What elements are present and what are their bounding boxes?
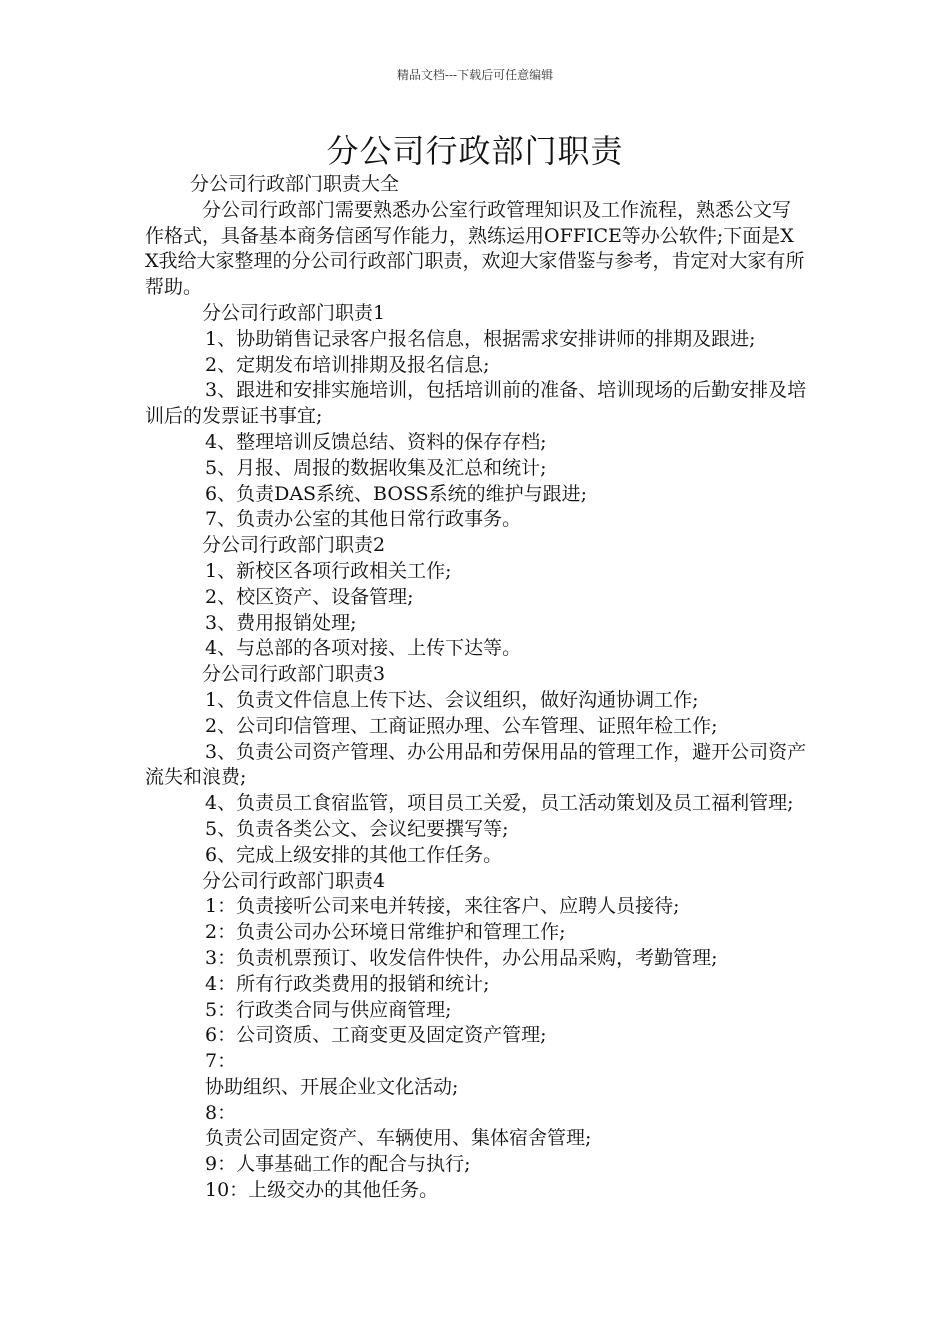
list-item: 2、校区资产、设备管理; <box>205 585 414 608</box>
list-item: 5、月报、周报的数据收集及汇总和统计; <box>205 456 547 479</box>
list-item: 1：负责接听公司来电并转接，来往客户、应聘人员接待; <box>205 895 680 918</box>
list-item: 3、费用报销处理; <box>205 611 357 634</box>
list-item: 6、负责DAS系统、BOSS系统的维护与跟进; <box>205 482 588 505</box>
list-item: 2、公司印信管理、工商证照办理、公车管理、证照年检工作; <box>205 714 718 737</box>
list-item: 4：所有行政类费用的报销和统计; <box>205 972 490 995</box>
list-item: 9：人事基础工作的配合与执行; <box>205 1153 471 1176</box>
list-item: 3：负责机票预订、收发信件快件，办公用品采购，考勤管理; <box>205 946 718 969</box>
list-item: 4、与总部的各项对接、上传下达等。 <box>205 637 522 660</box>
list-item: 4、整理培训反馈总结、资料的保存存档; <box>205 430 547 453</box>
list-item: 1、协助销售记录客户报名信息，根据需求安排讲师的排期及跟进; <box>205 327 756 350</box>
section-heading: 分公司行政部门职责2 <box>202 534 386 557</box>
document-subtitle: 分公司行政部门职责大全 <box>190 173 400 195</box>
list-item: 协助组织、开展企业文化活动; <box>205 1075 459 1098</box>
section-heading: 分公司行政部门职责1 <box>202 301 386 324</box>
list-item: 7、负责办公室的其他日常行政事务。 <box>205 508 522 531</box>
list-item: 4、负责员工食宿监管，项目员工关爱，员工活动策划及员工福利管理; <box>205 792 794 815</box>
list-item: 2、定期发布培训排期及报名信息; <box>205 353 490 376</box>
list-item: 6：公司资质、工商变更及固定资产管理; <box>205 1024 547 1047</box>
list-item: 6、完成上级安排的其他工作任务。 <box>205 843 503 866</box>
list-item: 3、跟进和安排实施培训，包括培训前的准备、培训现场的后勤安排及培训后的发票证书事宜; <box>145 379 807 428</box>
list-item: 7： <box>205 1050 237 1073</box>
list-item: 8： <box>205 1101 237 1124</box>
list-item: 5：行政类合同与供应商管理; <box>205 998 452 1021</box>
list-item: 1、负责文件信息上传下达、会议组织，做好沟通协调工作; <box>205 688 699 711</box>
intro-paragraph: 分公司行政部门需要熟悉办公室行政管理知识及工作流程，熟悉公文写作格式，具备基本商务信函写作能力，熟练运用OFFICE等办公软件;下面是XX我给大家整理的分公司行政部门职责，欢迎大家借鉴与参考，肯定对大家有所帮助。 <box>145 198 805 299</box>
list-item: 3、负责公司资产管理、办公用品和劳保用品的管理工作，避开公司资产流失和浪费; <box>145 740 807 789</box>
section-heading: 分公司行政部门职责4 <box>202 869 386 892</box>
section-heading: 分公司行政部门职责3 <box>202 663 386 686</box>
list-item: 2：负责公司办公环境日常维护和管理工作; <box>205 921 566 944</box>
list-item: 10：上级交办的其他任务。 <box>205 1179 439 1202</box>
list-item: 1、新校区各项行政相关工作; <box>205 559 452 582</box>
document-body <box>145 172 807 1204</box>
list-item: 负责公司固定资产、车辆使用、集体宿舍管理; <box>205 1127 592 1150</box>
list-item: 5、负责各类公文、会议纪要撰写等; <box>205 817 509 840</box>
page-title: 分公司行政部门职责 <box>326 132 624 170</box>
header-note: 精品文档---下载后可任意编辑 <box>396 68 554 82</box>
